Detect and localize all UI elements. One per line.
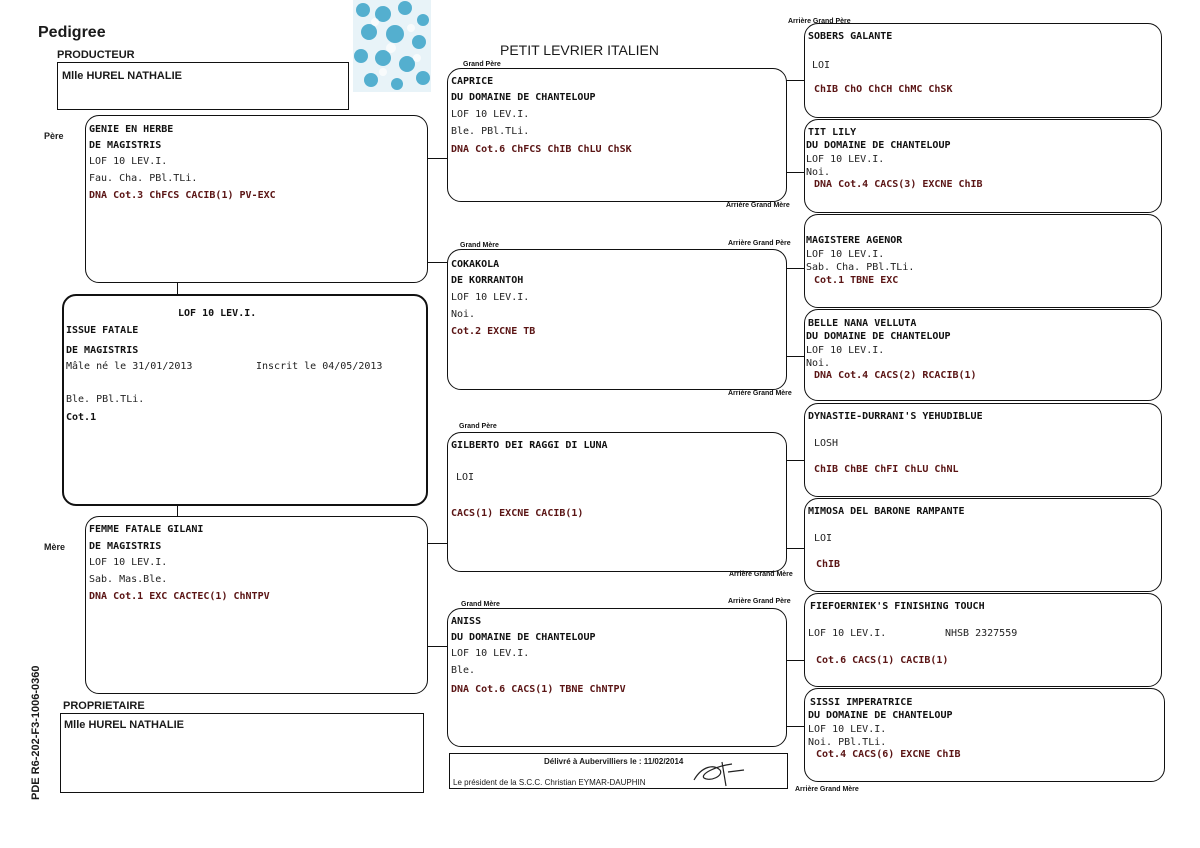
father-label: Père (44, 131, 64, 141)
gp3-titles: CACS(1) EXCNE CACIB(1) (451, 508, 584, 519)
father-color: Fau. Cha. PBl.TLi. (89, 173, 198, 184)
grandfather-label: Grand Père (459, 423, 497, 430)
connector-line (786, 460, 804, 461)
grandmother-label: Grand Mère (460, 242, 499, 249)
ggp3-name: MAGISTERE AGENOR (806, 235, 903, 246)
ggp7-extra: NHSB 2327559 (945, 628, 1018, 639)
mother-registration: LOF 10 LEV.I. (89, 557, 168, 568)
gp2-name: COKAKOLA (451, 259, 500, 270)
great-grandmother-label: Arrière Grand Mère (795, 786, 859, 793)
gp1-titles: DNA Cot.6 ChFCS ChIB ChLU ChSK (451, 144, 632, 155)
gp4-name: ANISS (451, 616, 482, 627)
president-line: Le président de la S.C.C. Christian EYMAR-DAUPHIN (453, 778, 646, 787)
ggp7-titles: Cot.6 CACS(1) CACIB(1) (816, 655, 949, 666)
ggp5-name: DYNASTIE-DURRANI'S YEHUDIBLUE (808, 411, 983, 422)
great-grandfather-label: Arrière Grand Père (788, 18, 851, 25)
gp2-registration: LOF 10 LEV.I. (451, 292, 530, 303)
subject-birth: Mâle né le 31/01/2013 (66, 361, 193, 372)
ggp8-affix: DU DOMAINE DE CHANTELOUP (808, 710, 953, 721)
ggp4-color: Noi. (806, 358, 831, 369)
gp4-color: Ble. (451, 665, 476, 676)
gp4-titles: DNA Cot.6 CACS(1) TBNE ChNTPV (451, 684, 626, 695)
connector-line (427, 646, 447, 647)
page-title: Pedigree (38, 24, 106, 41)
connector-line (786, 660, 804, 661)
owner-name: Mlle HUREL NATHALIE (64, 719, 184, 731)
gp1-name: CAPRICE (451, 76, 494, 87)
connector-line (427, 543, 447, 544)
father-affix: DE MAGISTRIS (89, 140, 162, 151)
connector-line (786, 80, 804, 81)
delivery-date: Délivré à Aubervilliers le : 11/02/2014 (544, 757, 684, 766)
mother-label: Mère (44, 542, 66, 552)
father-name: GENIE EN HERBE (89, 124, 174, 135)
gp3-name: GILBERTO DEI RAGGI DI LUNA (451, 440, 608, 451)
gp1-affix: DU DOMAINE DE CHANTELOUP (451, 92, 596, 103)
gp1-color: Ble. PBl.TLi. (451, 126, 530, 137)
ggp4-affix: DU DOMAINE DE CHANTELOUP (806, 331, 951, 342)
ggp4-name: BELLE NANA VELLUTA (808, 318, 917, 329)
gp2-color: Noi. (451, 309, 476, 320)
gp4-affix: DU DOMAINE DE CHANTELOUP (451, 632, 596, 643)
subject-cot: Cot.1 (66, 412, 97, 423)
ggp8-name: SISSI IMPERATRICE (810, 697, 913, 708)
great-grandfather-label: Arrière Grand Père (728, 240, 791, 247)
ggp2-registration: LOF 10 LEV.I. (806, 154, 885, 165)
ggp5-registration: LOSH (814, 438, 839, 449)
mother-titles: DNA Cot.1 EXC CACTEC(1) ChNTPV (89, 591, 270, 602)
producer-name: Mlle HUREL NATHALIE (62, 70, 182, 82)
gp2-affix: DE KORRANTOH (451, 275, 524, 286)
gp4-registration: LOF 10 LEV.I. (451, 648, 530, 659)
father-registration: LOF 10 LEV.I. (89, 156, 168, 167)
document-number: PDE R6-202-F3-1006-0360 (30, 665, 42, 800)
ggp1-name: SOBERS GALANTE (808, 31, 893, 42)
grandmother-label: Grand Mère (461, 601, 500, 608)
ggp3-color: Sab. Cha. PBl.TLi. (806, 262, 915, 273)
ggp1-titles: ChIB ChO ChCH ChMC ChSK (814, 84, 953, 95)
ggp6-titles: ChIB (816, 559, 841, 570)
mother-name: FEMME FATALE GILANI (89, 524, 204, 535)
ggp3-registration: LOF 10 LEV.I. (806, 249, 885, 260)
gp1-registration: LOF 10 LEV.I. (451, 109, 530, 120)
ggp2-color: Noi. (806, 167, 831, 178)
ggp7-name: FIEFOERNIEK'S FINISHING TOUCH (810, 601, 985, 612)
connector-line (427, 262, 447, 263)
ggp4-registration: LOF 10 LEV.I. (806, 345, 885, 356)
connector-line (786, 356, 804, 357)
breed-title: PETIT LEVRIER ITALIEN (500, 42, 659, 58)
signature (692, 758, 746, 788)
ggp2-titles: DNA Cot.4 CACS(3) EXCNE ChIB (814, 179, 983, 190)
owner-label: PROPRIETAIRE (63, 700, 145, 712)
great-grandmother-label: Arrière Grand Mère (728, 390, 792, 397)
subject-inscription: Inscrit le 04/05/2013 (256, 361, 383, 372)
grandfather-label: Grand Père (463, 61, 501, 68)
ggp3-titles: Cot.1 TBNE EXC (814, 275, 899, 286)
gp2-titles: Cot.2 EXCNE TB (451, 326, 536, 337)
subject-color: Ble. PBl.TLi. (66, 394, 145, 405)
ggp2-affix: DU DOMAINE DE CHANTELOUP (806, 140, 951, 151)
ggp8-color: Noi. PBl.TLi. (808, 737, 887, 748)
ggp8-titles: Cot.4 CACS(6) EXCNE ChIB (816, 749, 961, 760)
connector-line (786, 726, 804, 727)
ggp7-registration: LOF 10 LEV.I. (808, 628, 887, 639)
ggp1-registration: LOI (812, 60, 831, 71)
producer-label: PRODUCTEUR (57, 49, 135, 61)
subject-name: ISSUE FATALE (66, 325, 139, 336)
father-titles: DNA Cot.3 ChFCS CACIB(1) PV-EXC (89, 190, 276, 201)
security-seal (353, 0, 431, 92)
ggp6-name: MIMOSA DEL BARONE RAMPANTE (808, 506, 965, 517)
connector-line (427, 158, 447, 159)
gp3-registration: LOI (456, 472, 475, 483)
ggp2-name: TIT LILY (808, 127, 857, 138)
great-grandmother-label: Arrière Grand Mère (729, 571, 793, 578)
subject-affix: DE MAGISTRIS (66, 345, 139, 356)
ggp8-registration: LOF 10 LEV.I. (808, 724, 887, 735)
ggp5-titles: ChIB ChBE ChFI ChLU ChNL (814, 464, 959, 475)
subject-registration: LOF 10 LEV.I. (178, 308, 257, 319)
great-grandfather-label: Arrière Grand Père (728, 598, 791, 605)
ggp6-registration: LOI (814, 533, 833, 544)
mother-affix: DE MAGISTRIS (89, 541, 162, 552)
connector-line (177, 282, 178, 294)
great-grandmother-label: Arrière Grand Mère (726, 202, 790, 209)
mother-color: Sab. Mas.Ble. (89, 574, 168, 585)
connector-line (786, 172, 804, 173)
connector-line (786, 268, 804, 269)
connector-line (786, 548, 804, 549)
ggp4-titles: DNA Cot.4 CACS(2) RCACIB(1) (814, 370, 977, 381)
